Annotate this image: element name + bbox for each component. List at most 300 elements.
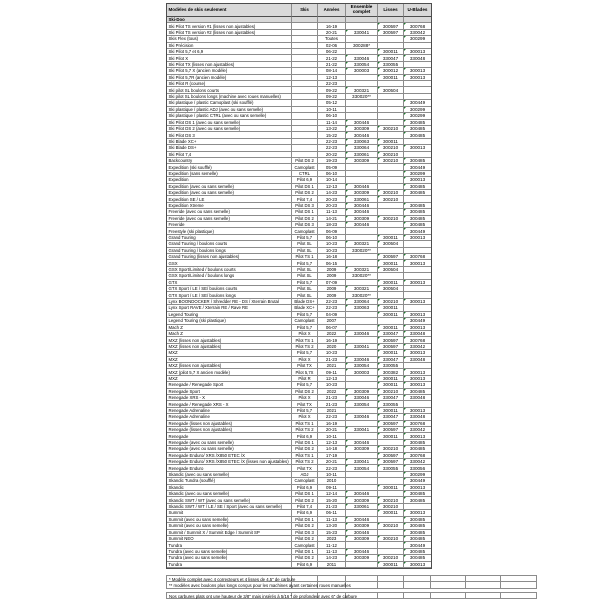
cell-text: Pilot TX [297, 401, 312, 407]
flag-triangle-icon [346, 504, 348, 506]
footnote-text: * Modèle complet avec 4 correcteurs et 4 lisses de 4,5" de carbure [169, 576, 296, 582]
cell-text: Renegade Enduro [168, 465, 204, 471]
flag-triangle-icon [404, 55, 406, 57]
cell-text: 300013 [409, 299, 426, 305]
cell-text: 300003 [353, 68, 370, 74]
cell-text: 2009 [326, 267, 337, 273]
empty-cell[interactable] [404, 593, 431, 599]
cell-text: 300210 [382, 523, 399, 529]
footnote-row [167, 593, 537, 599]
flag-triangle-icon [346, 286, 348, 288]
flag-triangle-icon [404, 465, 406, 467]
cell-text: Pilot DS 1 [295, 548, 314, 554]
cell-text: 300210 [382, 158, 399, 164]
flag-triangle-icon [404, 299, 406, 301]
flag-triangle-icon [404, 446, 406, 448]
cell-text: 300013 [409, 382, 426, 388]
cell-text: 330048 [409, 356, 426, 362]
cell-text: Pilot DS 2 [295, 446, 314, 452]
cell-text: Expedition [168, 177, 189, 183]
cell-text: Pilot 5,7 [296, 324, 313, 330]
flag-triangle-icon [404, 318, 406, 320]
cell-text: MXZ (lisses non ajustables) [168, 363, 222, 369]
cell-text: 21-22 [325, 55, 338, 61]
cell-text: Pilot 7,4 [296, 504, 313, 510]
flag-triangle-icon [404, 331, 406, 333]
flag-triangle-icon [346, 145, 348, 147]
cell-text: 09-22 [325, 94, 338, 100]
cell-text: 300013 [409, 407, 426, 413]
cell-text: 330048 [409, 414, 426, 420]
cell-text: 300768 [409, 23, 426, 29]
flag-triangle-icon [378, 139, 380, 141]
cell-text: 300309 [353, 215, 370, 221]
cell-text: Ski Pilot TS version #2 (lisses non ajustables) [168, 30, 256, 36]
cell-text: 300446 [353, 548, 370, 554]
cell-text: Skandic SWT / WT (avec ou sans semelle) [168, 497, 251, 503]
cell-text: 330063 [353, 138, 370, 144]
cell-text: Pilot DS 2 [295, 190, 314, 196]
flag-triangle-icon [378, 305, 380, 307]
cell-text: 300011 [383, 561, 398, 567]
empty-cell[interactable] [501, 593, 537, 599]
cell-text: Renegade Enduro/ XRS /X850 ETEC /X [168, 452, 245, 458]
flag-triangle-icon [378, 68, 380, 70]
cell-text: Lynx Sport RAVE / Xterrain RE / Rave RE [168, 305, 249, 311]
cell-text: 300446 [353, 132, 370, 138]
cell-text: 2020 [326, 343, 337, 349]
flag-triangle-icon [378, 389, 380, 391]
cell-text: 300011 [383, 324, 398, 330]
cell-text: Pilot DS 3 [295, 202, 314, 208]
flag-triangle-icon [404, 312, 406, 314]
empty-cell[interactable] [378, 582, 404, 588]
flag-triangle-icon [346, 446, 348, 448]
flag-triangle-icon [404, 171, 406, 173]
flag-triangle-icon [404, 376, 406, 378]
cell-text: Renegade Adrenaline [168, 407, 210, 413]
cell-text: 300210 [382, 504, 399, 510]
cell-text: 21-23 [325, 395, 338, 401]
cell-text: Pilot 6,9 [296, 433, 313, 439]
table-body [167, 17, 431, 568]
footnote-row [167, 582, 537, 588]
cell-text: 300013 [409, 279, 426, 285]
cell-text: 330061 [353, 196, 370, 202]
flag-triangle-icon [404, 209, 406, 211]
cell-text: 300446 [353, 183, 370, 189]
flag-triangle-icon [378, 196, 380, 198]
column-header: U-Blades [404, 4, 431, 17]
cell-text: 300309 [353, 190, 370, 196]
cell-text: 330020** [352, 273, 371, 279]
cell-text: 300449 [409, 100, 426, 106]
flag-triangle-icon [346, 30, 348, 32]
flag-triangle-icon [404, 254, 406, 256]
cell-text: 330042 [409, 427, 426, 433]
cell-text: 330020** [352, 292, 371, 298]
flag-triangle-icon [346, 530, 348, 532]
cell-text: 330061 [353, 504, 370, 510]
cell-text: 22-23 [325, 299, 338, 305]
cell-text: 300011 [383, 279, 398, 285]
runner-cell[interactable] [378, 562, 404, 568]
cell-text: 330041 [353, 427, 370, 433]
cell-text: 21-23 [325, 504, 338, 510]
kit-cell[interactable] [346, 562, 378, 568]
cell-text: Expedition SE / LE [168, 196, 205, 202]
cell-text: 300013 [409, 68, 426, 74]
empty-cell[interactable] [431, 582, 466, 588]
flag-triangle-icon [378, 254, 380, 256]
flag-triangle-icon [346, 62, 348, 64]
cell-text: 300013 [409, 311, 426, 317]
cell-text: GTX [168, 279, 178, 285]
cell-text: 06-15 [325, 260, 338, 266]
cell-text: Pilot SL [297, 241, 312, 247]
flag-triangle-icon [378, 395, 380, 397]
cell-text: 10-14 [325, 177, 338, 183]
cell-text: 22-23 [325, 305, 338, 311]
cell-text: 330064 [353, 299, 370, 305]
cell-text: 300309 [353, 388, 370, 394]
flag-triangle-icon [378, 382, 380, 384]
cell-text: 300597 [382, 420, 399, 426]
cell-text: 300011 [383, 375, 398, 381]
flag-triangle-icon [378, 337, 380, 339]
empty-cell[interactable] [466, 593, 501, 599]
cell-text: 16-18 [325, 254, 338, 260]
flag-triangle-icon [346, 427, 348, 429]
flag-triangle-icon [404, 235, 406, 237]
cell-text: 300449 [409, 478, 426, 484]
cell-text: 300485 [409, 209, 426, 215]
cell-text: Camoplast [294, 318, 315, 324]
cell-text: 300011 [383, 484, 398, 490]
cell-text: 300210 [382, 555, 399, 561]
flag-triangle-icon [346, 120, 348, 122]
cell-text: 12-14 [325, 491, 338, 497]
cell-text: Toutes [325, 36, 338, 42]
cell-text: Pilot TS 1 [295, 254, 314, 260]
flag-triangle-icon [404, 382, 406, 384]
ublade-cell[interactable] [404, 562, 431, 568]
cell-text: Pilot DS 1 [295, 183, 314, 189]
flag-triangle-icon [404, 478, 406, 480]
cell-text: 300485 [409, 222, 426, 228]
cell-text: 300485 [409, 555, 426, 561]
empty-cell[interactable] [378, 593, 404, 599]
cell-text: GTX Sport / LE / SE/ boulons courts [168, 286, 238, 292]
cell-text: 300299 [409, 36, 426, 42]
cell-text: Pilot DS 2 [295, 497, 314, 503]
carbide-note-block [166, 592, 537, 599]
cell-text: Pilot 5,7 [296, 350, 313, 356]
cell-text: Camoplast [294, 164, 315, 170]
cell-text: 300485 [409, 202, 426, 208]
flag-triangle-icon [378, 267, 380, 269]
cell-text: 300210 [382, 215, 399, 221]
cell-text: 300597 [382, 459, 399, 465]
flag-triangle-icon [378, 152, 380, 154]
cell-text: Skandic [168, 484, 184, 490]
cell-text: 300309 [353, 523, 370, 529]
flag-triangle-icon [346, 305, 348, 307]
cell-text: Pilot 6,9 [296, 561, 313, 567]
flag-triangle-icon [404, 100, 406, 102]
model-cell[interactable] [167, 562, 292, 568]
flag-triangle-icon [346, 517, 348, 519]
flag-triangle-icon [404, 325, 406, 327]
cell-text: Pilot 5,7 [296, 260, 313, 266]
flag-triangle-icon [378, 555, 380, 557]
cell-text: 2011 [326, 561, 337, 567]
cell-text: 20-21 [325, 427, 338, 433]
cell-text: 22-23 [325, 81, 338, 87]
cell-text: 300210 [382, 190, 399, 196]
cell-text: 300485 [409, 183, 426, 189]
cell-text: Pilot TS 2 [295, 427, 314, 433]
cell-text: 330047 [382, 356, 399, 362]
cell-text: 330064 [353, 145, 370, 151]
cell-text: 300309 [353, 497, 370, 503]
flag-triangle-icon [378, 75, 380, 77]
cell-text: 13-22 [325, 126, 338, 132]
cell-text: Grand Touring / boulons courts [168, 241, 228, 247]
cell-text: 330061 [353, 151, 370, 157]
cell-text: 300449 [409, 228, 426, 234]
cell-text: Ski Pilot 5,7 X (ancien modèle) [168, 68, 228, 74]
cell-text: 11-13 [326, 209, 337, 215]
flag-triangle-icon [346, 55, 348, 57]
cell-text: 300597 [382, 343, 399, 349]
cell-text: 330042 [409, 459, 426, 465]
empty-cell[interactable] [501, 582, 537, 588]
flag-triangle-icon [346, 190, 348, 192]
flag-triangle-icon [378, 190, 380, 192]
cell-text: 300210 [382, 299, 399, 305]
ski-cell[interactable] [292, 562, 318, 568]
flag-triangle-icon [378, 49, 380, 51]
flag-triangle-icon [378, 126, 380, 128]
ski-compatibility-table [166, 3, 432, 569]
flag-triangle-icon [404, 555, 406, 557]
cell-text: Camoplast [294, 228, 315, 234]
flag-triangle-icon [404, 177, 406, 179]
cell-text: 300485 [409, 516, 426, 522]
cell-text: 300446 [353, 529, 370, 535]
cell-text: Tundra [168, 542, 182, 548]
cell-text: 09-22 [325, 87, 338, 93]
cell-text: 330041 [353, 343, 370, 349]
cell-text: Pilot SL [297, 286, 312, 292]
cell-text: 300013 [409, 49, 426, 55]
cell-text: Expedition Xtreme [168, 202, 204, 208]
cell-text: 300446 [353, 202, 370, 208]
flag-triangle-icon [404, 459, 406, 461]
empty-cell[interactable] [431, 593, 466, 599]
cell-text: Expedition (sans semelle) [168, 170, 218, 176]
flag-triangle-icon [378, 286, 380, 288]
cell-text: 06-10 [325, 235, 338, 241]
cell-text: 2021 [326, 407, 337, 413]
cell-text: 05-09 [325, 164, 338, 170]
cell-text: 300210 [382, 145, 399, 151]
cell-text: 06-07 [325, 324, 338, 330]
flag-triangle-icon [404, 523, 406, 525]
cell-text: Renegade Adrenaline [168, 414, 210, 420]
cell-text: Pilot DS 2 [295, 158, 314, 164]
cell-text: 300013 [409, 260, 426, 266]
cell-text: Pilot 5,7 [296, 279, 313, 285]
cell-text: Ski Pilot DS 1 (avec ou sans semelle) [168, 119, 241, 125]
cell-text: 330054 [353, 62, 370, 68]
flag-triangle-icon [404, 260, 406, 262]
empty-cell[interactable] [404, 582, 431, 588]
cell-text: Pilot DS 1 [295, 491, 314, 497]
cell-text: 14-18 [325, 446, 338, 452]
cell-text: Ski Pilot TS version #1 (lisses non ajustables) [168, 23, 256, 29]
cell-text: Tundra (avec ou sans semelle) [168, 548, 228, 554]
flag-triangle-icon [404, 395, 406, 397]
cell-text: Pilot 6,9 [296, 177, 313, 183]
flag-triangle-icon [378, 325, 380, 327]
cell-text: 21-22 [325, 62, 338, 68]
cell-text: Renegade [168, 433, 189, 439]
cell-text: 330046 [353, 356, 370, 362]
cell-text: Summit (avec ou sans semelle) [168, 523, 229, 529]
cell-text: 300446 [353, 222, 370, 228]
cell-text: Pilot SL [297, 292, 312, 298]
cell-text: 300485 [409, 529, 426, 535]
flag-triangle-icon [378, 216, 380, 218]
cell-text: 2022 [326, 388, 337, 394]
cell-text: MXZ [168, 375, 178, 381]
cell-text: 11-13 [326, 548, 337, 554]
flag-triangle-icon [346, 389, 348, 391]
cell-text: 330046 [353, 331, 370, 337]
flag-triangle-icon [378, 408, 380, 410]
cell-text: Ski Pilot 5,7R (ancien modèle) [168, 74, 227, 80]
flag-triangle-icon [378, 401, 380, 403]
empty-cell[interactable] [466, 582, 501, 588]
cell-text: Summit [168, 510, 184, 516]
cell-text: GSX Sport/Limited / boulons courts [168, 267, 236, 273]
cell-text: 300299 [409, 472, 426, 478]
cell-text: 330063 [353, 305, 370, 311]
cell-text: 300011 [383, 311, 398, 317]
empty-cell[interactable] [346, 582, 378, 588]
cell-text: 15-23 [325, 529, 338, 535]
flag-triangle-icon [378, 158, 380, 160]
cell-text: 300597 [382, 254, 399, 260]
cell-text: 06-22 [325, 49, 338, 55]
cell-text: 300011 [383, 74, 398, 80]
flag-triangle-icon [378, 30, 380, 32]
cell-text: 300013 [409, 433, 426, 439]
cell-text: 22-23 [325, 138, 338, 144]
cell-text: Renegade Enduro/ XRS /X850 ETEC /X (lisses non ajustables) [168, 459, 289, 465]
years-cell[interactable] [318, 562, 346, 568]
cell-text: 12-13 [325, 375, 338, 381]
cell-text: 300210 [382, 497, 399, 503]
cell-text: Ski Pilot R (course) [168, 81, 206, 87]
cell-text: 330042 [409, 343, 426, 349]
cell-text: Pilot 5,7 [296, 382, 313, 388]
cell-text: ADJ [300, 472, 309, 478]
flag-triangle-icon [378, 331, 380, 333]
cell-text: Blade DS+ [294, 299, 315, 305]
cell-text: Expedition (ski soufflé) [168, 164, 212, 170]
flag-triangle-icon [378, 421, 380, 423]
cell-text: 300768 [409, 337, 426, 343]
column-header: Années [318, 4, 346, 17]
cell-text: 300210 [382, 536, 399, 542]
cell-text: Renegade / Renegade Sport [168, 382, 224, 388]
cell-text: 06-10 [325, 170, 338, 176]
cell-text: 330020** [352, 247, 371, 253]
flag-triangle-icon [404, 562, 406, 564]
flag-triangle-icon [346, 344, 348, 346]
cell-text: 300288* [352, 42, 371, 48]
flag-triangle-icon [346, 357, 348, 359]
cell-text: 300485 [409, 119, 426, 125]
cell-text: Skandic (avec ou sans semelle) [168, 472, 230, 478]
cell-text: 300309 [353, 158, 370, 164]
cell-text: Pilot TX [297, 465, 312, 471]
flag-triangle-icon [404, 222, 406, 224]
cell-text: 330055 [382, 363, 399, 369]
cell-text: Pilot 7,4 [296, 196, 313, 202]
footnotes-block [166, 575, 537, 589]
flag-triangle-icon [378, 350, 380, 352]
cell-text: 10-11 [326, 472, 337, 478]
cell-text: Renegade Sport [168, 388, 200, 394]
cell-text: Ski plastique / plastic ADJ (avec ou sans semelle) [168, 106, 264, 112]
flag-triangle-icon [378, 55, 380, 57]
cell-text: Ski Précision [168, 42, 194, 48]
flag-triangle-icon [404, 216, 406, 218]
cell-text: MXZ (pilot 5,7 X ancien modèle) [168, 369, 230, 375]
cell-text: 14-23 [325, 555, 338, 561]
cell-text: 300013 [409, 369, 426, 375]
cell-text: Pilot TS 2 [295, 459, 314, 465]
flag-triangle-icon [404, 542, 406, 544]
cell-text: 22-23 [325, 414, 338, 420]
cell-text: 06-09 [325, 228, 338, 234]
cell-text: 2023 [326, 536, 337, 542]
cell-text: MXZ [168, 356, 178, 362]
cell-text: 300013 [409, 375, 426, 381]
cell-text: Pilot 6,9 [296, 510, 313, 516]
cell-text: Grand Touring [168, 235, 196, 241]
cell-text: 300446 [353, 516, 370, 522]
flag-triangle-icon [404, 120, 406, 122]
cell-text: 09-11 [326, 369, 337, 375]
flag-triangle-icon [346, 440, 348, 442]
cell-text: 300013 [409, 484, 426, 490]
flag-triangle-icon [404, 517, 406, 519]
cell-text: Pilot R [298, 375, 311, 381]
cell-text: MXZ [168, 350, 178, 356]
cell-text: 300309 [353, 126, 370, 132]
cell-text: 300309 [353, 536, 370, 542]
cell-text: 300321 [353, 267, 370, 273]
cell-text: 330055 [382, 401, 399, 407]
flag-triangle-icon [378, 465, 380, 467]
cell-text: Pilot TS 2 [295, 343, 314, 349]
cell-text: 330047 [382, 331, 399, 337]
